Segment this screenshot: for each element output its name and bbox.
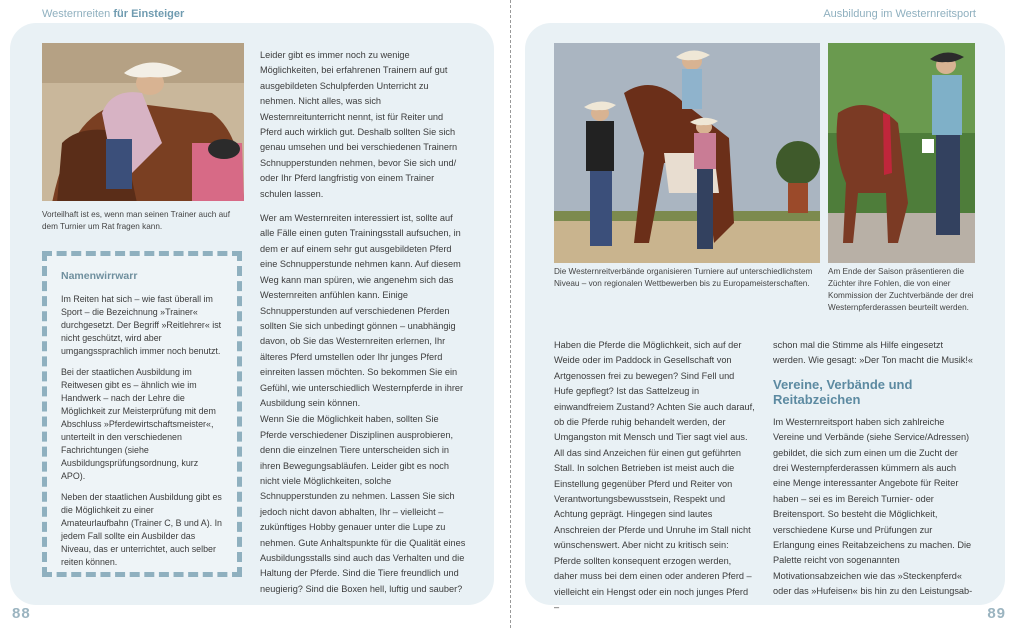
- body-paragraph: schon mal die Stimme als Hilfe eingesetzt werden. Wie gesagt: »Der Ton macht die Musik!«: [773, 340, 974, 366]
- header-left-accent: für Einsteiger: [113, 8, 185, 20]
- body-paragraph: Wenn Sie die Möglichkeit haben, sollten Sie Pferde verschiedener Disziplinen ausprobieren, denn die einzelnen Tiere unterscheiden sich in ihren Bewegungsabläufen. Leider gibt es noch nicht viele Möglichkeiten, solche Schnupperstunden zu nehmen. Lassen Sie sich jedoch nicht davon abhalten, Ihr – vielleicht – zukünftiges Hobby genauer unter die Lupe zu nehmen. Gute Anhaltspunkte für die Qualität eines Ausbildungsstalls sind auch das Verhalten und die Haltung der Pferde. Sind die Tiere freundlich und neugierig? Sind die Boxen hell, luftig und sauber?: [260, 414, 466, 594]
- namenwirrwarr-info-box: [42, 251, 242, 577]
- foal-presentation-photo: [828, 43, 975, 263]
- running-header-left: [42, 8, 184, 20]
- body-paragraph: Leider gibt es immer noch zu wenige Möglichkeiten, bei erfahrenen Trainern auf gut ausgebildeten Schulpferden Unterricht zu nehmen. Nicht alles, was sich Westernreitunterricht nennt, ist für Reiter und Pferd auch wirklich gut. Deshalb sollten Sie sich genau umsehen und bei verschiedenen Trainern Schnupperstunden nehmen, bevor Sie sich und/ oder Ihr Pferd langfristig von einem Trainer schulen lassen.: [260, 50, 458, 199]
- running-header-right: Ausbildung im Westernreitsport: [823, 8, 976, 20]
- trainer-rider-image: [42, 43, 244, 201]
- trainer-rider-photo: [42, 43, 244, 201]
- info-box-title: Namenwirrwarr: [61, 270, 138, 282]
- page-number-left: 88: [12, 605, 31, 622]
- right-text-column-1: [554, 338, 755, 624]
- tournament-award-image: [554, 43, 820, 263]
- foal-photo-caption: Am Ende der Saison präsentieren die Züchter ihre Fohlen, die von einer Kommission der Zuchtverbände der drei Westernpferderassen beurteilt werden.: [828, 267, 974, 312]
- info-box-paragraph: Neben der staatlichen Ausbildung gibt es die Möglichkeit zu einer Amateurlaufbahn (Trainer C, B und A). In jedem Fall sollte ein Ausbilder das Niveau, das er unterrichtet, auch selber reiten können.: [61, 492, 222, 567]
- body-paragraph: Wer am Westernreiten interessiert ist, sollte auf alle Fälle einen guten Trainingsstall aufsuchen, in dem er auf einem sehr gut ausgebildeten Pferd eine Schnupperstunde nehmen kann. Auf diesem Weg kann man spüren, wie angenehm sich das Westernreiten anfühlen kann. Einige Schnupperstunden auf verschiedenen Pferden sollten Sie sich unbedingt gönnen – unabhängig davon, ob Sie das Westernreiten erlernen, Ihr älteres Pferd umstellen oder Ihr junges Pferd einreiten lassen möchten. So bekommen Sie ein Gefühl, wie unterschiedlich Westernpferde in ihrer Ausbildung sein können.: [260, 213, 464, 408]
- book-spine-divider: [510, 0, 511, 628]
- right-text-column-2: [773, 338, 975, 609]
- section-heading: Vereine, Verbände und Reitabzeichen: [773, 376, 913, 407]
- info-box-body: [61, 293, 223, 569]
- header-left-main: Westernreiten: [42, 8, 111, 20]
- tournament-photo: [554, 43, 820, 263]
- left-text-column: [260, 48, 466, 606]
- tournament-photo-caption: Die Westernreitverbände organisieren Turniere auf unterschiedlichstem Niveau – von regionalen Wettbewerben bis zu Europameisterschaften.: [554, 267, 813, 288]
- info-box-paragraph: Im Reiten hat sich – wie fast überall im Sport – die Bezeichnung »Trainer« durchgesetzt. Der Begriff »Reitlehrer« ist nicht geschützt, wird aber umgangssprachlich immer noch benutzt.: [61, 294, 222, 356]
- page-number-right: 89: [987, 605, 1006, 622]
- left-photo-caption: Vorteilhaft ist es, wenn man seinen Trainer auch auf dem Turnier um Rat fragen kann.: [42, 210, 230, 231]
- body-paragraph: Im Westernreitsport haben sich zahlreiche Vereine und Verbände (siehe Service/Adressen) gebildet, die sich zum einen um die Zucht der drei Westernpferderassen kümmern als auch eine Menge interessanter Angebote für Reiter haben – sei es im Bereich Turnier- oder Breitensport. So besteht die Möglichkeit, verschiedene Kurse und Prüfungen zur Erlangung eines Reitabzeichens zu machen. Die Palette reicht von sogenannten Motivationsabzeichen wie das »Steckenpferd« oder das »Hufeisen« bis hin zu den Leistungsab-: [773, 416, 973, 597]
- foal-presentation-image: [828, 43, 975, 263]
- body-paragraph: Haben die Pferde die Möglichkeit, sich auf der Weide oder im Paddock in Gesellschaft von Artgenossen frei zu bewegen? Sind Fell und Hufe gepflegt? Ist das Sattelzeug in einwandfreiem Zustand? Achten Sie auch darauf, ob die Pferde ruhig behandelt werden, der Umgangston mit Mensch und Tier sagt viel aus. All das sind Anzeichen für einen gut geführten Stall. In solchen Betrieben ist meist auch die Einstellung gegenüber Pferd und Reiter von Verantwortungsbewusstsein, Respekt und Achtung geprägt. Hingegen sind lautes Anschreien der Pferde und Unruhe im Stall nicht wünschenswert. Aber nicht zu kritisch sein: Pferde sollten konsequent erzogen werden, daher muss bei dem einen oder anderen Pferd – vielleicht ein Hengst oder ein noch junges Pferd –: [554, 340, 755, 612]
- info-box-paragraph: Bei der staatlichen Ausbildung im Reitwesen gibt es – ähnlich wie im Handwerk – nach der Lehre die Möglichkeit zur Meisterprüfung mit dem Abschluss »Pferdewirtschaftsmeister«, unterteilt in den verschiedenen Fachrichtungen (siehe Ausbildungsprüfungsordnung, kurz APO).: [61, 367, 216, 481]
